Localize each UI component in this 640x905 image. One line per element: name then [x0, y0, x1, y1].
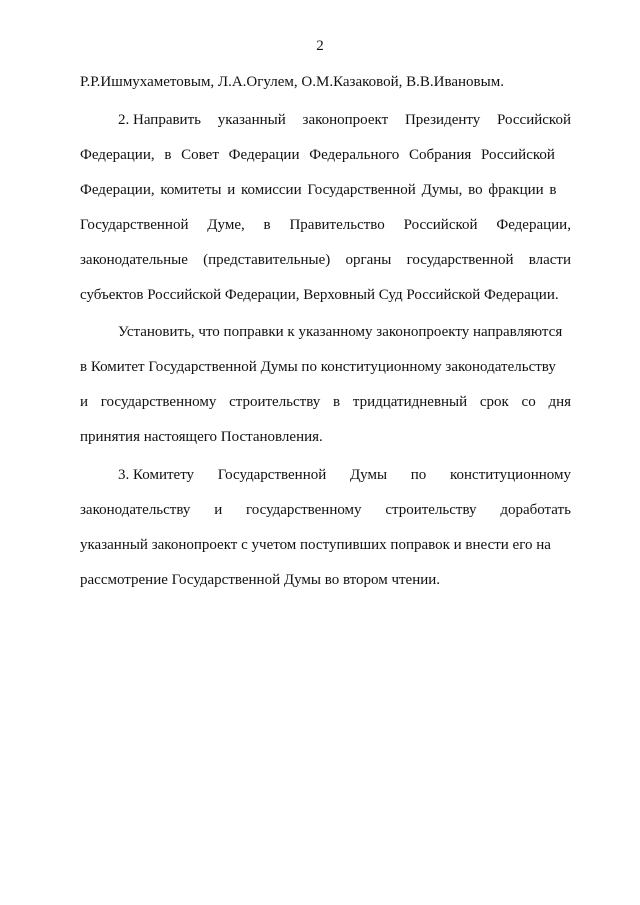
- word: со: [521, 394, 536, 410]
- word: Государственной: [217, 467, 327, 483]
- word: срок: [479, 394, 509, 410]
- word: государственной: [406, 252, 514, 268]
- word: законодательные: [80, 252, 188, 268]
- word: дня: [548, 394, 571, 410]
- intro-line: Р.Р.Ишмухаметовым, Л.А.Огулем, О.М.Казаковой, В.В.Ивановым.: [80, 74, 504, 90]
- item2-line6: субъектов Российской Федерации, Верховный Суд Российской Федерации.: [80, 287, 559, 303]
- item2-line3: Федерации, комитеты и комиссии Государственной Думы, во фракции в: [80, 182, 557, 198]
- word: Федерации,: [496, 217, 571, 233]
- amendments-line4: принятия настоящего Постановления.: [80, 429, 323, 445]
- item3-line1: [118, 465, 571, 485]
- item2-line5: [80, 250, 571, 270]
- word: конституционному: [450, 467, 571, 483]
- word: государственному: [245, 502, 362, 518]
- word: в: [263, 217, 271, 233]
- word: 2. Направить: [118, 112, 201, 128]
- item3-line2: [80, 500, 571, 520]
- word: тридцатидневный: [352, 394, 468, 410]
- amendments-line3: [80, 392, 571, 412]
- word: Российской: [403, 217, 478, 233]
- amendments-line1: Установить, что поправки к указанному законопроекту направляются: [118, 324, 563, 340]
- word: в: [333, 394, 341, 410]
- word: власти: [528, 252, 571, 268]
- word: органы: [345, 252, 392, 268]
- page-number: 2: [316, 38, 324, 54]
- word: Думы: [349, 467, 388, 483]
- word: Думе,: [207, 217, 245, 233]
- word: Президенту: [404, 112, 481, 128]
- word: строительству: [385, 502, 477, 518]
- item2-line2: Федерации, в Совет Федерации Федерального Собрания Российской: [80, 147, 555, 163]
- word: указанный: [217, 112, 286, 128]
- item3-line3: указанный законопроект с учетом поступивших поправок и внести его на: [80, 537, 551, 553]
- word: Российской: [497, 112, 571, 128]
- word: доработать: [500, 502, 571, 518]
- word: 3. Комитету: [118, 467, 195, 483]
- item3-line4: рассмотрение Государственной Думы во втором чтении.: [80, 572, 441, 588]
- word: законопроект: [302, 112, 389, 128]
- amendments-line2: в Комитет Государственной Думы по конституционному законодательству: [80, 359, 556, 375]
- word: строительству: [229, 394, 321, 410]
- item2-line1: [118, 110, 571, 130]
- word: и: [214, 502, 223, 518]
- word: и: [80, 394, 89, 410]
- word: законодательству: [80, 502, 191, 518]
- word: Правительство: [289, 217, 385, 233]
- word: государственному: [100, 394, 217, 410]
- word: по: [410, 467, 427, 483]
- item2-line4: [80, 215, 571, 235]
- word: Государственной: [80, 217, 189, 233]
- word: (представительные): [203, 252, 331, 268]
